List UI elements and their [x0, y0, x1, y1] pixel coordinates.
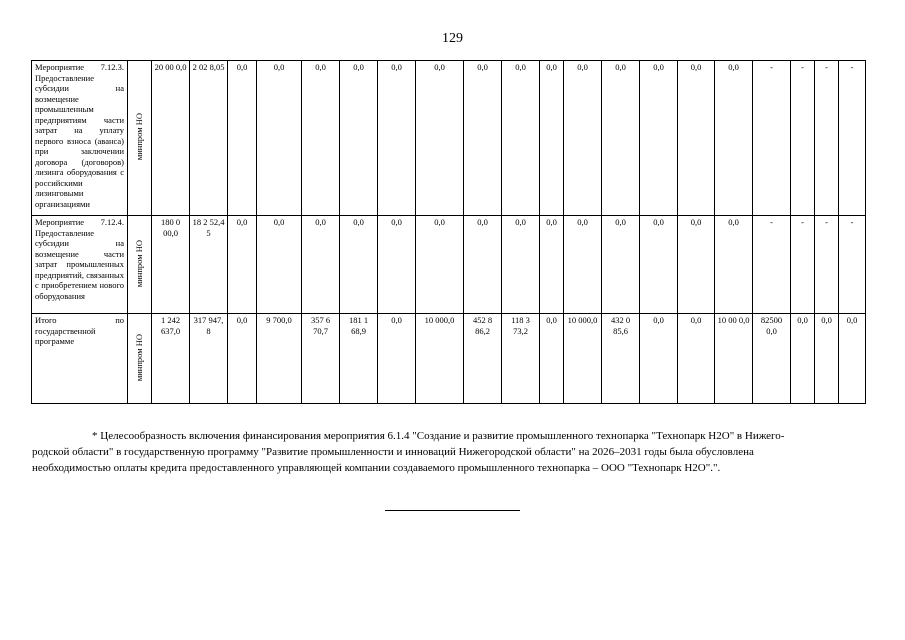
- value-cell: 0,0: [602, 216, 640, 314]
- value-cell: -: [839, 216, 866, 314]
- value-cell: 10 000,0: [564, 314, 602, 404]
- value-cell: 0,0: [602, 61, 640, 216]
- value-cell: 0,0: [640, 216, 678, 314]
- executor-label: минпром НО: [134, 333, 145, 381]
- budget-table: [31, 60, 866, 404]
- page-number: 129: [442, 31, 463, 46]
- footnote-line-1: * Целесообразность включения финансирования мероприятия 6.1.4 "Создание и развитие промышленного технопарка "Технопарк Н2О" в Нижего-: [92, 430, 785, 442]
- value-cell: 10 00 0,0: [715, 314, 753, 404]
- executor-cell: [128, 314, 152, 404]
- value-cell: -: [815, 216, 839, 314]
- value-cell: 180 0 00,0: [152, 216, 190, 314]
- value-cell: 0,0: [302, 61, 340, 216]
- value-cell: -: [753, 61, 791, 216]
- value-cell: 0,0: [228, 216, 257, 314]
- value-cell: -: [791, 216, 815, 314]
- value-cell: 0,0: [678, 216, 715, 314]
- value-cell: 0,0: [228, 314, 257, 404]
- executor-cell: [128, 61, 152, 216]
- value-cell: -: [815, 61, 839, 216]
- value-cell: 2 02 8,05: [190, 61, 228, 216]
- value-cell: 0,0: [540, 216, 564, 314]
- value-cell: 0,0: [378, 314, 416, 404]
- value-cell: 452 8 86,2: [464, 314, 502, 404]
- value-cell: 0,0: [678, 61, 715, 216]
- value-cell: 0,0: [540, 61, 564, 216]
- value-cell: 0,0: [564, 216, 602, 314]
- executor-cell: [128, 216, 152, 314]
- footnote-line-2: родской области" в государственную программу "Развитие промышленности и инноваций Нижегородской области" на 2026–2031 годы была обусловлена: [32, 446, 754, 458]
- value-cell: 0,0: [815, 314, 839, 404]
- value-cell: 0,0: [340, 216, 378, 314]
- activity-name-cell: Итого по государственной программе: [32, 314, 128, 404]
- value-cell: 0,0: [340, 61, 378, 216]
- value-cell: 0,0: [564, 61, 602, 216]
- table-row: [32, 216, 866, 314]
- value-cell: 317 947, 8: [190, 314, 228, 404]
- value-cell: 0,0: [257, 216, 302, 314]
- value-cell: 0,0: [302, 216, 340, 314]
- value-cell: 0,0: [502, 216, 540, 314]
- value-cell: 18 2 52,4 5: [190, 216, 228, 314]
- value-cell: 0,0: [640, 314, 678, 404]
- activity-name-cell: Мероприятие 7.12.3. Предоставление субсидии на возмещение промышленным предприятиям части затрат на уплату первого взноса (аванса) при заключении договора (договоров) лизинга оборудования с российскими лизинговыми организациями: [32, 61, 128, 216]
- value-cell: 10 000,0: [416, 314, 464, 404]
- value-cell: 0,0: [715, 216, 753, 314]
- executor-label: минпром НО: [134, 239, 145, 287]
- executor-label: минпром НО: [134, 113, 145, 161]
- activity-name-cell: Мероприятие 7.12.4. Предоставление субсидии на возмещение части затрат промышленных предприятий, связанных с приобретением нового оборудования: [32, 216, 128, 314]
- value-cell: -: [753, 216, 791, 314]
- value-cell: 9 700,0: [257, 314, 302, 404]
- separator-line: [385, 510, 520, 511]
- value-cell: 118 3 73,2: [502, 314, 540, 404]
- value-cell: 432 0 85,6: [602, 314, 640, 404]
- table-row: [32, 314, 866, 404]
- value-cell: 0,0: [257, 61, 302, 216]
- value-cell: 0,0: [416, 61, 464, 216]
- value-cell: 181 1 68,9: [340, 314, 378, 404]
- value-cell: 0,0: [678, 314, 715, 404]
- footnote-line-3: необходимостью оплаты кредита предоставленного управляющей компании создаваемого промышленного технопарка – ООО "Технопарк Н2О".".: [32, 462, 721, 474]
- value-cell: 0,0: [378, 216, 416, 314]
- value-cell: -: [791, 61, 815, 216]
- value-cell: 0,0: [540, 314, 564, 404]
- footnote: [32, 428, 854, 476]
- value-cell: 0,0: [839, 314, 866, 404]
- value-cell: 0,0: [378, 61, 416, 216]
- value-cell: -: [839, 61, 866, 216]
- value-cell: 82500 0,0: [753, 314, 791, 404]
- value-cell: 0,0: [502, 61, 540, 216]
- value-cell: 1 242 637,0: [152, 314, 190, 404]
- value-cell: 0,0: [715, 61, 753, 216]
- value-cell: 0,0: [228, 61, 257, 216]
- value-cell: 357 6 70,7: [302, 314, 340, 404]
- value-cell: 0,0: [464, 61, 502, 216]
- value-cell: 0,0: [464, 216, 502, 314]
- table-row: [32, 61, 866, 216]
- value-cell: 20 00 0,0: [152, 61, 190, 216]
- value-cell: 0,0: [416, 216, 464, 314]
- value-cell: 0,0: [640, 61, 678, 216]
- value-cell: 0,0: [791, 314, 815, 404]
